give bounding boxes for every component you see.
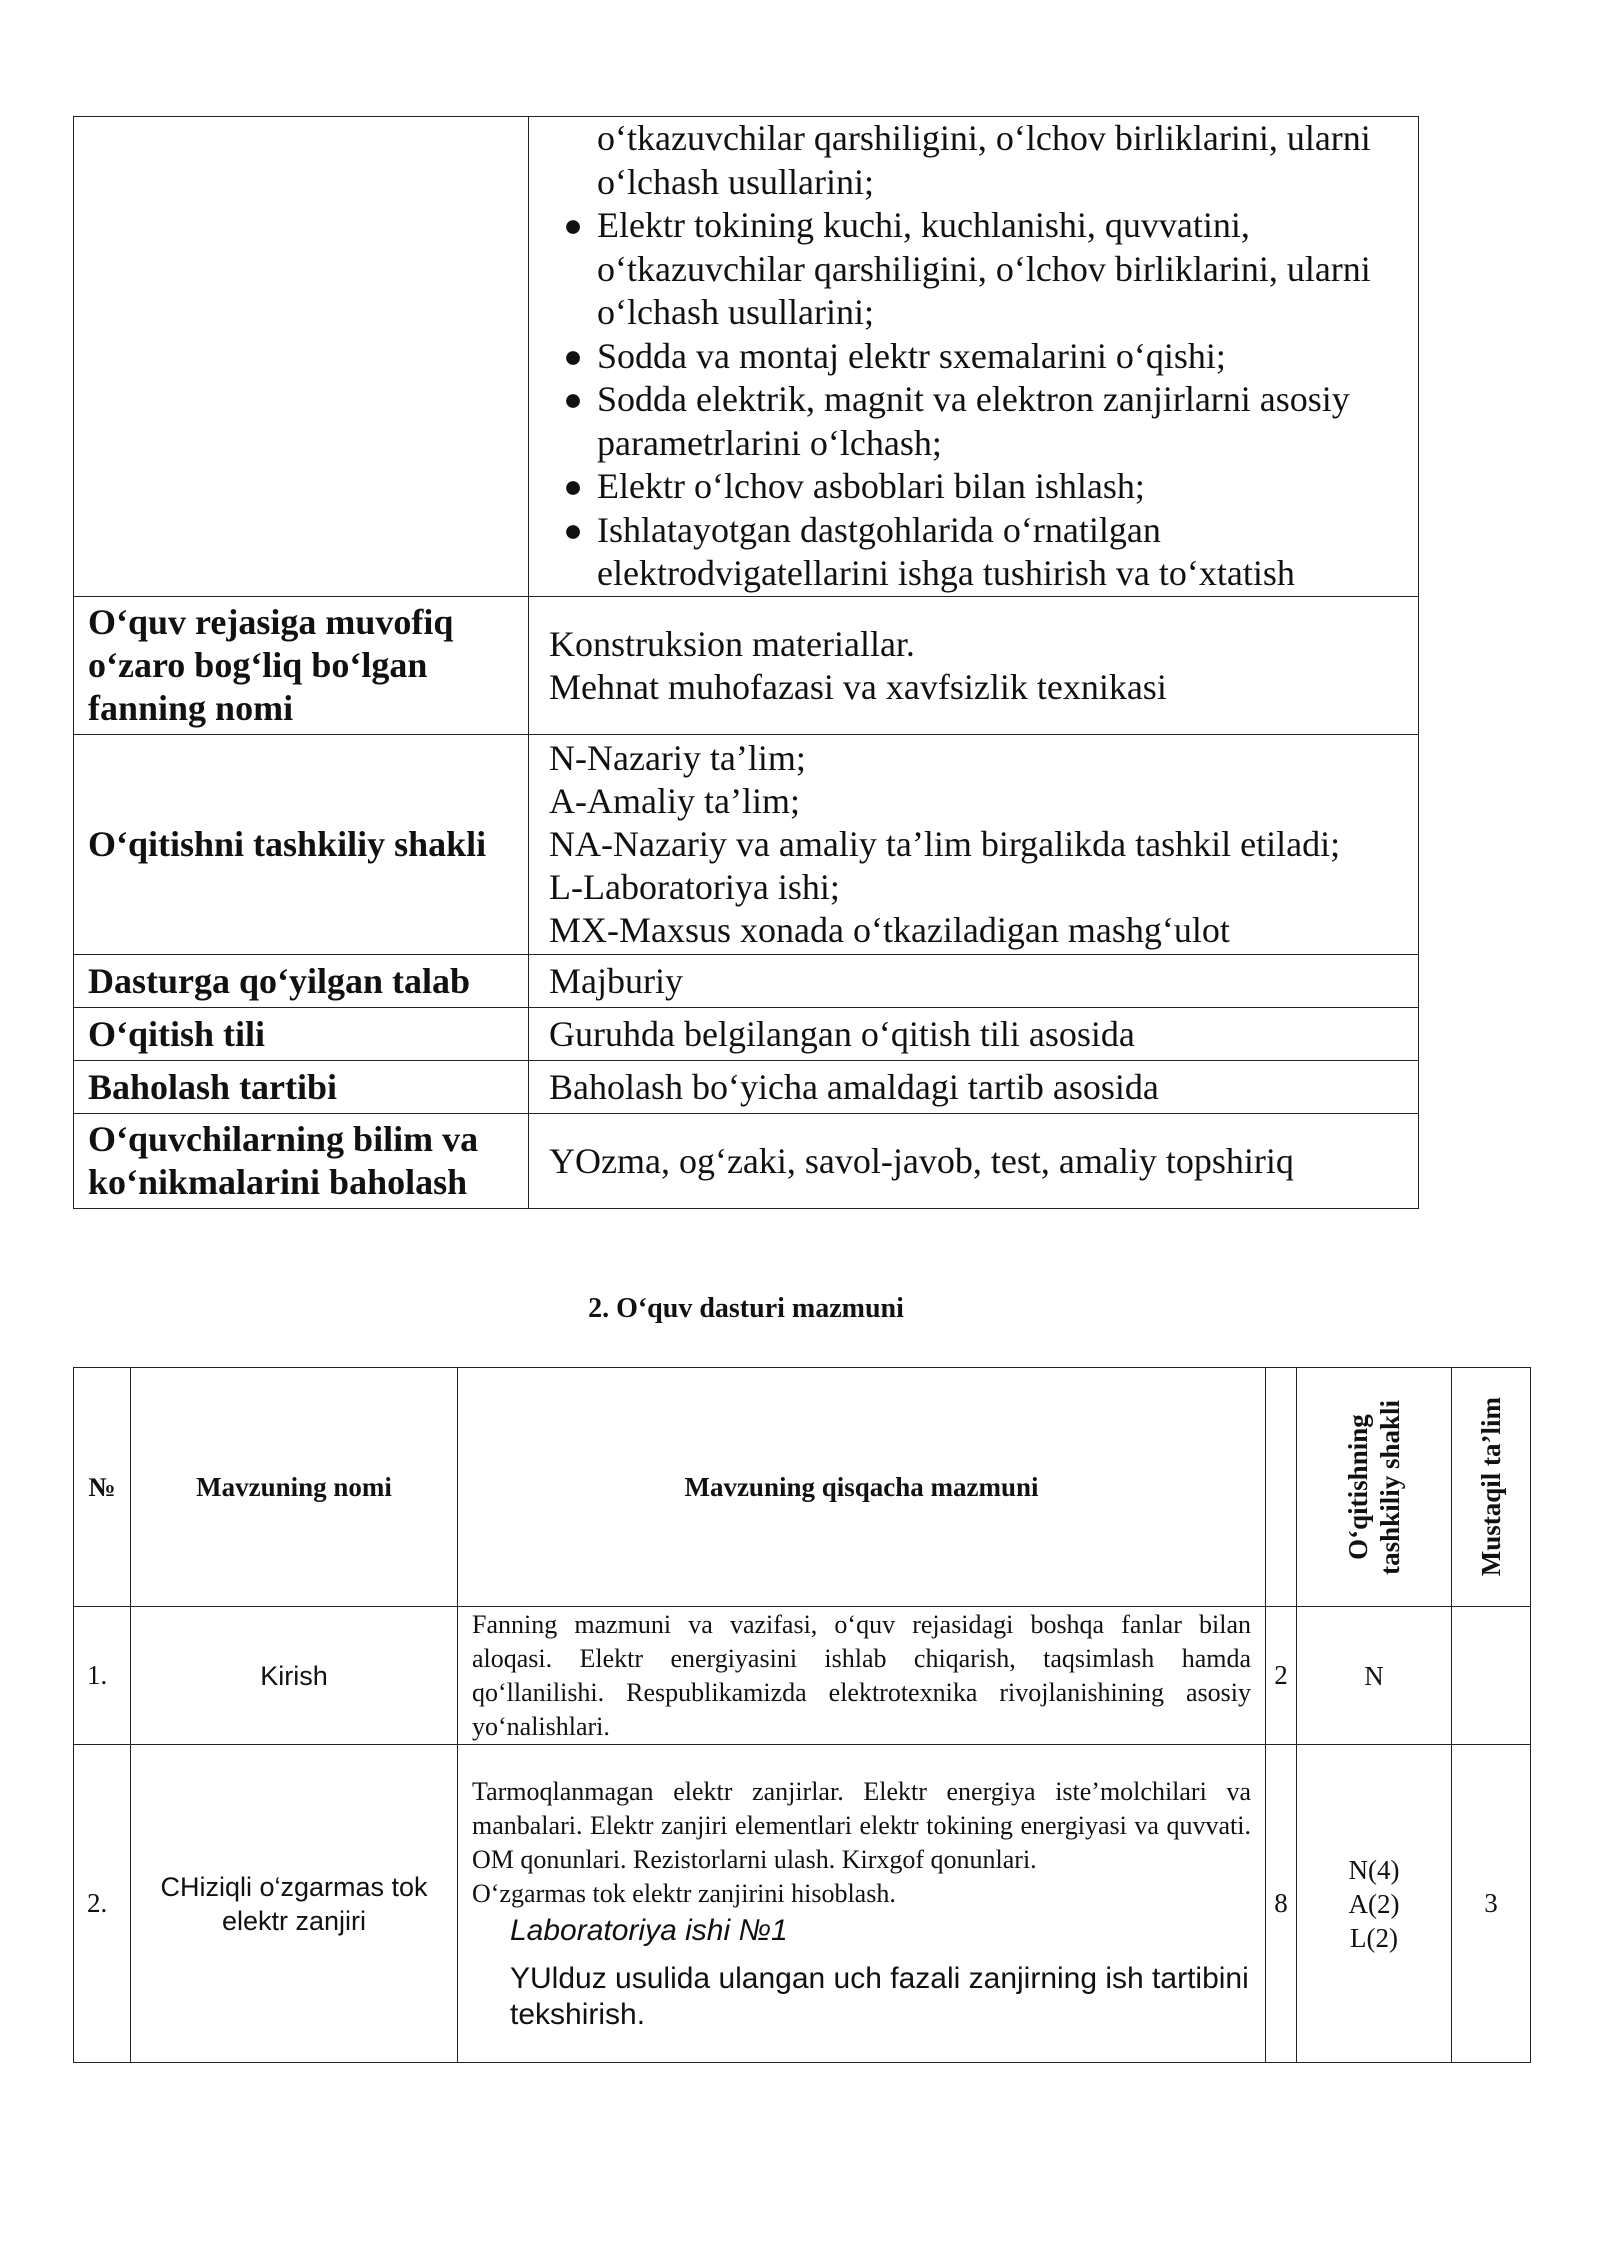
header-topic: Mavzuning nomi	[131, 1368, 458, 1607]
bullet-icon: ●	[563, 337, 583, 374]
related-subjects-label: O‘quv rejasiga muvofiq o‘zaro bog‘liq bo‘lgan fanning nomi	[74, 597, 529, 735]
language-label: O‘qitish tili	[74, 1008, 529, 1061]
lab-work-title: Laboratoriya ishi №1	[510, 1913, 788, 1947]
skills-line: o‘lchash usullarini;	[597, 292, 874, 332]
grading-value: Baholash bo‘yicha amaldagi tartib asosida	[529, 1061, 1419, 1114]
section-title: 2. O‘quv dasturi mazmuni	[588, 1293, 904, 1324]
content-table-header	[74, 1368, 1531, 1607]
course-info-table	[73, 116, 1419, 1209]
skills-line: elektrodvigatellarini ishga tushirish va to‘xtatish	[597, 553, 1295, 593]
curriculum-content-table	[73, 1367, 1531, 2063]
requirement-value: Majburiy	[529, 955, 1419, 1008]
info-row-grading	[74, 1061, 1419, 1114]
bullet-icon: ●	[563, 207, 583, 243]
grading-label: Baholash tartibi	[74, 1061, 529, 1114]
skills-line: o‘tkazuvchilar qarshiligini, o‘lchov birliklarini, ularni	[597, 118, 1371, 158]
skills-bullet-item: ● Sodda elektrik, magnit va elektron zanjirlarni asosiy	[537, 378, 1398, 422]
header-summary: Mavzuning qisqacha mazmuni	[458, 1368, 1266, 1607]
info-row-related-subjects	[74, 597, 1419, 735]
row-teaching-form: N(4) A(2) L(2)	[1297, 1745, 1452, 2063]
row-number: 2.	[74, 1745, 131, 2063]
row-teaching-form: N	[1297, 1607, 1452, 1745]
teaching-forms-label: O‘qitishni tashkiliy shakli	[74, 735, 529, 955]
requirement-label: Dasturga qo‘yilgan talab	[74, 955, 529, 1008]
teaching-forms-value: N-Nazariy ta’lim; A-Amaliy ta’lim; NA-Nazariy va amaliy ta’lim birgalikda tashkil etiladi; L-Laboratoriya ishi; MX-Maxsus xonada o‘tkaziladigan mashg‘ulot	[529, 735, 1419, 955]
header-independent-study: Mustaqil ta’lim	[1452, 1368, 1531, 1607]
skills-bullet-item: ● Sodda va montaj elektr sxemalarini o‘qishi;	[537, 335, 1398, 379]
assessment-value: YOzma, og‘zaki, savol-javob, test, amaliy topshiriq	[529, 1114, 1419, 1209]
language-value: Guruhda belgilangan o‘qitish tili asosida	[529, 1008, 1419, 1061]
related-subjects-value: Konstruksion materiallar. Mehnat muhofazasi va xavfsizlik texnikasi	[529, 597, 1419, 735]
row-independent-study	[1452, 1607, 1531, 1745]
bullet-icon: ●	[563, 381, 583, 417]
header-number: №	[74, 1368, 131, 1607]
info-row-language	[74, 1008, 1419, 1061]
lab-work-description: YUlduz usulida ulangan uch fazali zanjirning ish tartibini tekshirish.	[510, 1961, 1249, 2031]
table-row	[74, 1607, 1531, 1745]
skills-line: o‘lchash usullarini;	[597, 161, 874, 202]
row-topic: CHiziqli o‘zgarmas tok elektr zanjiri	[131, 1745, 458, 2063]
info-row-requirement	[74, 955, 1419, 1008]
skills-line: parametrlarini o‘lchash;	[597, 422, 942, 463]
table-row	[74, 1745, 1531, 2063]
row-summary: Tarmoqlanmagan elektr zanjirlar. Elektr energiya iste’molchilari va manbalari. Elektr zanjiri elementlari elektr tokining energiyasi va quvvati. OM qonunlari. Rezistorlarni ulash. Kirxgof qonunlari. O‘zgarmas tok elektr zanjirini hisoblash. Laboratoriya ishi №1 YUlduz usulida ulangan uch fazali zanjirning ish tartibini tekshirish.	[458, 1745, 1266, 2063]
row-hours: 8	[1266, 1745, 1297, 2063]
info-cell-empty	[74, 117, 529, 597]
row-topic: Kirish	[131, 1607, 458, 1745]
row-independent-study: 3	[1452, 1745, 1531, 2063]
info-row-teaching-forms	[74, 735, 1419, 955]
row-number: 1.	[74, 1607, 131, 1745]
skills-bullet-item: ● Elektr o‘lchov asboblari bilan ishlash;	[537, 465, 1398, 509]
row-hours: 2	[1266, 1607, 1297, 1745]
skills-bullet-item: ● Ishlatayotgan dastgohlarida o‘rnatilgan	[537, 509, 1398, 553]
bullet-icon: ●	[563, 511, 583, 548]
skills-list	[529, 117, 1419, 597]
skills-line: o‘tkazuvchilar qarshiligini, o‘lchov birliklarini, ularni	[597, 248, 1371, 289]
assessment-label: O‘quvchilarning bilim va ko‘nikmalarini baholash	[74, 1114, 529, 1209]
row-summary: Fanning mazmuni va vazifasi, o‘quv rejasidagi boshqa fanlar bilan aloqasi. Elektr energiyasini ishlab chiqarish, taqsimlash hamda qo‘llanilishi. Respublikamizda elektrotexnika rivojlanishining asosiy yo‘nalishlari.	[458, 1607, 1266, 1745]
header-teaching-form: O‘qitishning tashkiliy shakli	[1297, 1368, 1452, 1607]
info-row-assessment	[74, 1114, 1419, 1209]
bullet-icon: ●	[563, 468, 583, 504]
info-row-skills	[74, 117, 1419, 597]
header-hours	[1266, 1368, 1297, 1607]
skills-bullet-item: ● Elektr tokining kuchi, kuchlanishi, quvvatini,	[537, 204, 1398, 248]
